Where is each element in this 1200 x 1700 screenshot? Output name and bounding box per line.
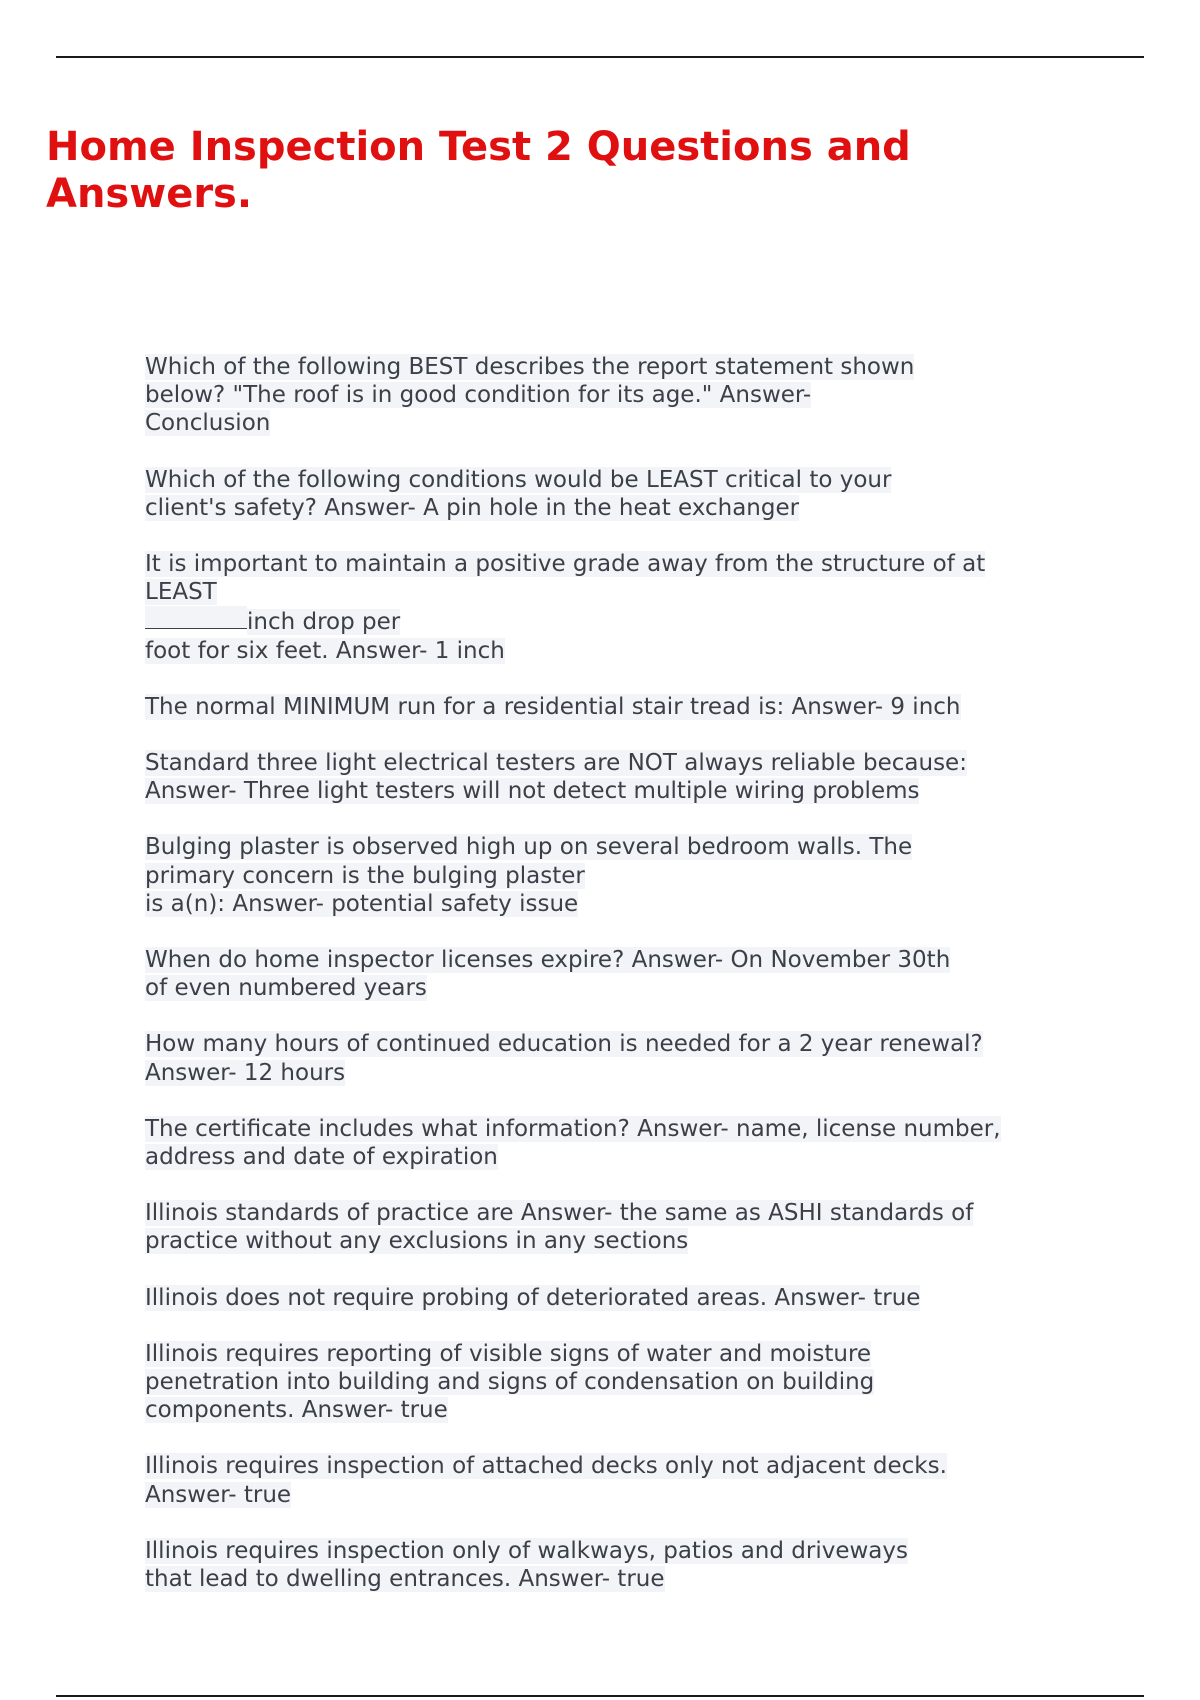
- qa-item: [145, 749, 1075, 805]
- qa-list: [145, 353, 1075, 1621]
- qa-line: How many hours of continued education is needed for a 2 year renewal?: [145, 1031, 983, 1058]
- qa-line: Illinois requires inspection of attached decks only not adjacent decks.: [145, 1453, 947, 1480]
- qa-line: Answer- true: [145, 1481, 292, 1508]
- qa-line: address and date of expiration: [145, 1144, 498, 1171]
- qa-line: Which of the following BEST describes the report statement shown: [145, 354, 915, 380]
- qa-line: Answer- Three light testers will not detect multiple wiring problems: [145, 778, 920, 805]
- qa-item: [145, 833, 1075, 918]
- qa-item: [145, 1115, 1075, 1171]
- qa-line: that lead to dwelling entrances. Answer- true: [145, 1566, 665, 1593]
- qa-line: is a(n): Answer- potential safety issue: [145, 890, 579, 917]
- qa-line: Illinois requires inspection only of walkways, patios and driveways: [145, 1537, 908, 1564]
- qa-item: [145, 693, 1075, 721]
- bottom-rule: [56, 1695, 1144, 1697]
- qa-line: Standard three light electrical testers are NOT always reliable because:: [145, 750, 967, 777]
- qa-line: of even numbered years: [145, 975, 427, 1002]
- qa-item: [145, 466, 1075, 522]
- qa-item: [145, 1284, 1075, 1312]
- qa-line: When do home inspector licenses expire? Answer- On November 30th: [145, 947, 951, 974]
- qa-line: components. Answer- true: [145, 1397, 448, 1424]
- qa-item: [145, 550, 1075, 665]
- qa-item: [145, 1030, 1075, 1086]
- qa-item: [145, 1199, 1075, 1255]
- qa-line: Illinois standards of practice are Answer- the same as ASHI standards of: [145, 1200, 974, 1227]
- qa-item: [145, 1537, 1075, 1593]
- qa-item: [145, 353, 1075, 438]
- qa-line: LEAST: [145, 579, 217, 606]
- qa-item: [145, 1452, 1075, 1508]
- qa-line: The certificate includes what information? Answer- name, license number,: [145, 1115, 1001, 1142]
- qa-line: practice without any exclusions in any sections: [145, 1228, 689, 1255]
- qa-line: Which of the following conditions would be LEAST critical to your: [145, 466, 892, 493]
- qa-line: inch drop per: [247, 609, 401, 636]
- fill-in-blank: [145, 606, 247, 629]
- qa-line: Conclusion: [145, 410, 271, 437]
- qa-line: The normal MINIMUM run for a residential stair tread is: Answer- 9 inch: [145, 693, 961, 720]
- qa-item: [145, 946, 1075, 1002]
- qa-line: It is important to maintain a positive grade away from the structure of at: [145, 551, 986, 578]
- qa-line: Bulging plaster is observed high up on several bedroom walls. The: [145, 834, 913, 861]
- qa-line: Illinois does not require probing of deteriorated areas. Answer- true: [145, 1284, 921, 1311]
- qa-line: penetration into building and signs of condensation on building: [145, 1369, 875, 1396]
- top-rule: [56, 56, 1144, 58]
- qa-line: Illinois requires reporting of visible signs of water and moisture: [145, 1340, 872, 1367]
- qa-line: Answer- 12 hours: [145, 1059, 346, 1086]
- qa-line: below? "The roof is in good condition for its age." Answer-: [145, 382, 812, 409]
- qa-line: primary concern is the bulging plaster: [145, 862, 585, 889]
- qa-line: client's safety? Answer- A pin hole in the heat exchanger: [145, 494, 800, 521]
- document-title: Home Inspection Test 2 Questions and Answers.: [46, 124, 911, 217]
- qa-item: [145, 1340, 1075, 1425]
- qa-line: foot for six feet. Answer- 1 inch: [145, 637, 505, 664]
